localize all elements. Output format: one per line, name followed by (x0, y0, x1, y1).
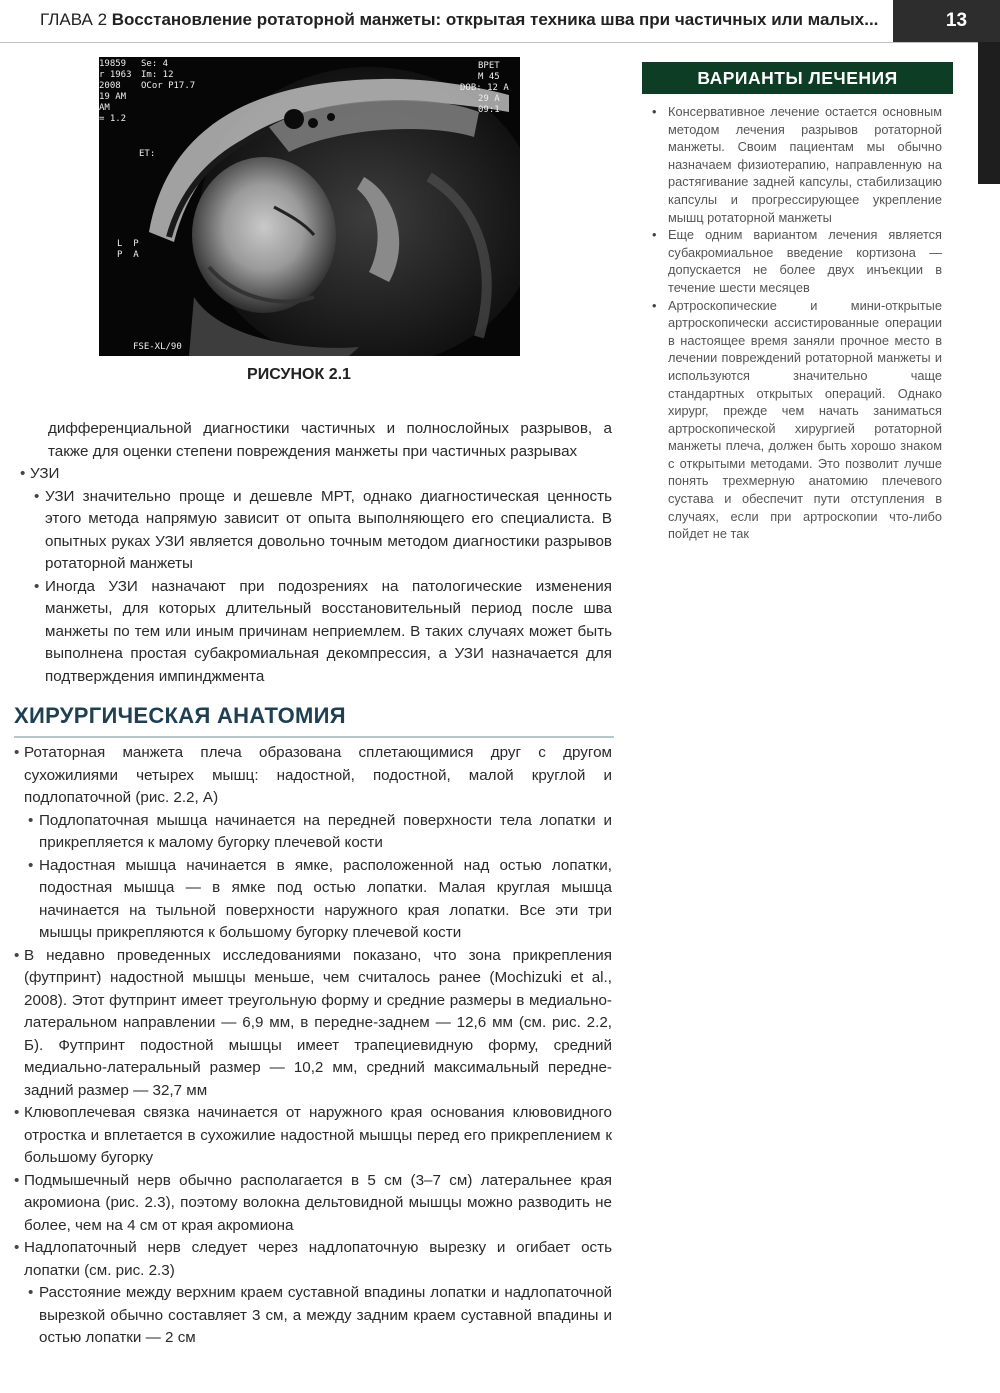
list-item (14, 945, 612, 1103)
uzi-label: УЗИ (30, 465, 60, 482)
mri-figure (99, 57, 520, 356)
bullet: • (20, 465, 26, 482)
overlay-text: Im: 12 (141, 70, 174, 80)
sidebar-title: ВАРИАНТЫ ЛЕЧЕНИЯ (642, 62, 953, 94)
sidebar-item (650, 226, 942, 296)
bullet: • (14, 1239, 20, 1256)
overlay-text: 2008 (99, 81, 121, 91)
overlay-text: r 1963 (99, 70, 132, 80)
bullet: • (652, 227, 657, 243)
mri-overlay-right (460, 61, 518, 116)
list-item (14, 810, 612, 855)
mri-image (99, 57, 520, 356)
chapter-title: Восстановление ротаторной манжеты: открытая техника шва при частичных или малых... (111, 10, 879, 29)
overlay-text: L (117, 239, 123, 249)
list-item (14, 742, 612, 810)
overlay-text: DOB: 12 A (460, 83, 509, 93)
overlay-text: M 45 (478, 72, 500, 82)
list-item (14, 855, 612, 945)
anatomy-item-5: Надлопаточный нерв следует через надлопаточную вырезку и огибает ость лопатки (см. рис. 2.3) (24, 1239, 612, 1279)
overlay-text: Se: 4 (141, 59, 169, 69)
mri-overlay-et: ET: (139, 149, 156, 159)
page-header (0, 0, 1000, 43)
overlay-text: AM (99, 103, 110, 113)
intro-continuation: дифференциальной диагностики частичных и полнослойных разрывов, а также для оценки степени повреждения манжеты при частичных разрывах (48, 420, 612, 460)
thumb-index-tab (978, 42, 1000, 184)
bullet: • (34, 487, 40, 505)
anatomy-subitem-2: Надостная мышца начинается в ямке, расположенной над остью лопатки, подостная мышца — в ямке под остью лопатки. Малая круглая мышца начинается на тыльной поверхности наружного края лопатки. Все эти три мышцы прикрепляются к большому бугорку плечевой кости (39, 856, 612, 941)
section-heading: ХИРУРГИЧЕСКАЯ АНАТОМИЯ (14, 703, 346, 728)
bullet: • (28, 811, 34, 829)
bullet: • (28, 1284, 34, 1301)
bullet: • (34, 577, 40, 595)
uzi-item-1: УЗИ значительно проще и дешевле МРТ, однако диагностическая ценность этого метода напрямую зависит от опыта выполняющего его специалиста. В опытных руках УЗИ является довольно точным методом диагностики разрывов ротаторной манжеты (45, 487, 612, 572)
sidebar-item-text: Еще одним вариантом лечения является субакромиальное введение кортизона — допускается не более двух инъекции в течение шести месяцев (668, 227, 942, 295)
list-item (14, 1102, 612, 1170)
list-item (14, 1282, 612, 1350)
page-number: 13 (945, 10, 968, 31)
sidebar-item-text: Артроскопические и мини-открытые артроскопически ассистированные операции в настоящее время заняли прочное место в лечении повреждений ротаторной манжеты и используются значительно чаще стандартных открытых операций. Однако хирург, прежде чем начать заниматься артроскопической хирургией ротаторной манжеты плеча, должен быть хорошо знаком с открытыми методами. Это позволит лучше понять трехмерную анатомию плечевого сустава и обеспечит пути отступления в случаях, если при артроскопии что-либо пойдет не так (668, 297, 942, 542)
mri-overlay-mid (141, 59, 195, 92)
overlay-text: OCor P17.7 (141, 81, 196, 91)
chapter-label: ГЛАВА 2 (40, 10, 108, 29)
overlay-text: P (117, 250, 123, 260)
bullet: • (28, 856, 34, 874)
page-number-box (893, 0, 1000, 42)
anatomy-item-1: Ротаторная манжета плеча образована сплетающимися друг с другом сухожилиями четырех мышц: надостной, подостной, малой круглой и подлопаточной (рис. 2.2, А) (24, 744, 612, 806)
anatomy-item-4: Подмышечный нерв обычно располагается в 5 см (3–7 см) латеральнее края акромиона (рис. 2.3), поэтому волокна дельтовидной мышцы можно разводить не более, чем на 4 см от края акромиона (24, 1171, 612, 1234)
bullet: • (14, 1104, 20, 1121)
overlay-text: P (133, 239, 139, 249)
figure-caption: РИСУНОК 2.1 (247, 366, 351, 383)
heading-divider (14, 736, 614, 738)
anatomy-subitem-3: Расстояние между верхним краем суставной впадины лопатки и надлопаточной вырезкой обычно составляет 3 см, а между задним краем суставной впадины и остью лопатки — 2 см (39, 1284, 612, 1346)
uzi-item-2: Иногда УЗИ назначают при подозрениях на патологические изменения манжеты, для которых длительный восстановительный период после шва манжеты по тем или иным причинам неприемлем. В таких случаях может быть выполнена простая субакромиальная декомпрессия, а УЗИ назначается для подтверждения импинджмента (45, 577, 612, 685)
bullet: • (14, 1171, 20, 1189)
mri-overlay-bottom: FSE-XL/90 (133, 342, 182, 352)
list-item (20, 463, 612, 486)
bullet: • (14, 744, 20, 761)
running-head (40, 10, 878, 30)
overlay-text: 19859 (99, 59, 127, 69)
sidebar-box (650, 103, 942, 543)
list-item (14, 1170, 612, 1238)
bullet: • (652, 104, 657, 119)
anatomy-item-3: Клювоплечевая связка начинается от наружного края основания клювовидного отростка и вплетается в сухожилие надостной мышцы перед его прикреплением к большому бугорку (24, 1104, 612, 1166)
anatomy-subitem-1: Подлопаточная мышца начинается на передней поверхности тела лопатки и прикрепляется к малому бугорку плечевой кости (39, 811, 612, 851)
sidebar-item (650, 297, 942, 543)
bullet: • (14, 946, 20, 964)
overlay-text: A (133, 250, 139, 260)
list-item (14, 1237, 612, 1282)
list-item (20, 576, 612, 689)
list-item (20, 486, 612, 576)
anatomy-section (14, 742, 612, 1350)
sidebar-item-text: Консервативное лечение остается основным методом лечения разрывов ротаторной манжеты. Своим пациентам мы обычно назначаем физиотерапию, направленную на растягивание задней капсулы, стабилизацию капсулы и прогрессирующее укрепление мышц ротаторной манжеты (668, 104, 942, 225)
left-column-top (20, 418, 612, 688)
overlay-text: 19 AM (99, 92, 127, 102)
sidebar-item (650, 103, 942, 226)
overlay-text: BPET (478, 61, 500, 71)
anatomy-item-2: В недавно проведенных исследованиями показано, что зона прикрепления (футпринт) надостной мышцы меньше, чем считалось ранее (Mochizuki et al., 2008). Этот футпринт имеет треугольную форму и средние размеры в медиально-латеральном направлении — 6,9 мм, в передне-заднем — 12,6 мм (см. рис. 2.2, Б). Футпринт подостной мышцы имеет трапециевидную форму, средний медиально-латеральный размер — 10,2 мм, средний максимальный передне-задний размер — 32,7 мм (24, 946, 612, 1099)
mri-overlay-side (117, 239, 139, 261)
bullet: • (652, 297, 657, 313)
mri-overlay-left (99, 59, 139, 125)
overlay-text: 29 A (478, 94, 500, 104)
overlay-text: 09:1 (478, 105, 500, 115)
overlay-text: = 1.2 (99, 114, 127, 124)
